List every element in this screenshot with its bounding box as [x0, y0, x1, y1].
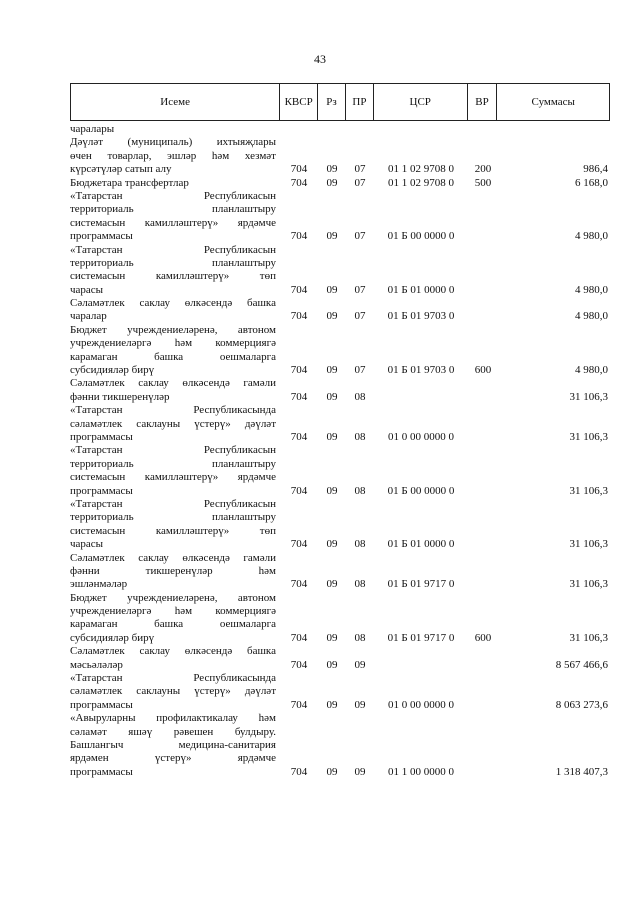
- row-rz: 09: [326, 578, 338, 591]
- table-row: [70, 177, 610, 190]
- header-vr: ВР: [468, 84, 498, 120]
- row-pr: 08: [354, 631, 366, 644]
- row-name-line: «Авыруларны профилактикалау һәм: [70, 712, 276, 725]
- row-name-line: территориаль планлаштыру: [70, 511, 276, 524]
- row-sum: 1 318 407,3: [555, 765, 608, 778]
- row-name-line: Башлангыч медицина-санитария: [70, 738, 276, 751]
- row-name-line: чарасы: [70, 538, 104, 551]
- row-csr: 01 Б 00 0000 0: [387, 230, 455, 243]
- row-rz: 09: [326, 631, 338, 644]
- row-pr: 08: [354, 484, 366, 497]
- row-pr: 07: [354, 230, 366, 243]
- row-name-line: карамаган башка оешмаларга: [70, 618, 276, 631]
- row-name-line: Сәламәтлек саклау өлкәсендә гамәли: [70, 551, 276, 564]
- row-pr: 08: [354, 430, 366, 443]
- row-name: [70, 404, 280, 444]
- row-kvsr: 704: [290, 163, 308, 176]
- row-sum: 31 106,3: [569, 538, 608, 551]
- row-name-line: Сәламәтлек саклау өлкәсендә башка: [70, 645, 276, 658]
- header-name: Исеме: [71, 84, 280, 120]
- row-kvsr: 704: [290, 283, 308, 296]
- header-rz: Рз: [318, 84, 346, 120]
- row-pr: 08: [354, 578, 366, 591]
- row-csr: 01 Б 01 9703 0: [387, 310, 455, 323]
- row-vr: 200: [474, 163, 492, 176]
- row-name-line: программасы: [70, 230, 133, 243]
- row-name-line: системасын камилләштерү» төп: [70, 270, 276, 283]
- row-pr: 07: [354, 163, 366, 176]
- row-kvsr: 704: [290, 538, 308, 551]
- row-name-line: «Татарстан Республикасын: [70, 243, 276, 256]
- row-sum: 31 106,3: [569, 578, 608, 591]
- row-kvsr: 704: [290, 364, 308, 377]
- row-sum: 4 980,0: [575, 310, 608, 323]
- row-name-line: программасы: [70, 431, 133, 443]
- row-name-line: системасын камилләштерү» ярдәмче: [70, 216, 276, 229]
- row-rz: 09: [326, 283, 338, 296]
- row-name: [70, 377, 280, 404]
- row-kvsr: 704: [290, 765, 308, 778]
- row-name-line: «Татарстан Республикасын: [70, 497, 276, 510]
- row-pr: 07: [354, 310, 366, 323]
- row-csr: 01 1 00 0000 0: [388, 765, 454, 778]
- row-name-line: мәсьәләләр: [70, 658, 123, 671]
- row-pr: 09: [354, 698, 366, 711]
- row-csr: 01 0 00 0000 0: [388, 698, 454, 711]
- row-name-line: фәнни тикшеренүләр һәм: [70, 564, 276, 577]
- row-name: [70, 552, 280, 592]
- row-name-line: «Татарстан Республикасын: [70, 444, 276, 457]
- row-name: [70, 592, 280, 646]
- row-rz: 09: [326, 310, 338, 323]
- row-name-line: күрсәтүләр сатып алу: [70, 163, 172, 176]
- row-pr: 08: [354, 538, 366, 551]
- row-name-line: сәламәтлек саклауны үстерү» дәүләт: [70, 685, 276, 698]
- row-name-line: ярдәмен үстерү» ярдәмче: [70, 752, 276, 765]
- row-name: [70, 498, 280, 552]
- row-rz: 09: [326, 765, 338, 778]
- row-name-line: сәламәт яшәү рәвешен булдыру.: [70, 725, 276, 738]
- row-csr: 01 1 02 9708 0: [388, 163, 454, 176]
- row-name-line: «Татарстан Республикасын: [70, 189, 276, 202]
- row-csr: 01 Б 01 0000 0: [387, 538, 455, 551]
- header-pr: ПР: [346, 84, 374, 120]
- header-csr: ЦСР: [374, 84, 468, 120]
- row-name-line: чаралар: [70, 310, 107, 323]
- row-name-line: фәнни тикшеренүләр: [70, 390, 170, 403]
- row-name: [70, 297, 280, 324]
- row-sum: 986,4: [583, 163, 608, 176]
- row-csr: 01 0 00 0000 0: [388, 430, 454, 443]
- table-row: [70, 552, 610, 592]
- row-name-line: территориаль планлаштыру: [70, 256, 276, 269]
- table-row: [70, 324, 610, 378]
- table-row: [70, 404, 610, 444]
- row-name: [70, 123, 280, 136]
- row-csr: 01 Б 00 0000 0: [387, 484, 455, 497]
- row-sum: 4 980,0: [575, 230, 608, 243]
- table-row: [70, 123, 610, 136]
- row-rz: 09: [326, 230, 338, 243]
- row-sum: 4 980,0: [575, 283, 608, 296]
- row-name-line: чарасы: [70, 283, 104, 296]
- row-name: [70, 324, 280, 378]
- row-name-line: чаралары: [70, 123, 115, 135]
- row-name-line: программасы: [70, 698, 133, 711]
- row-name-line: учреждениеләргә һәм коммерциягә: [70, 337, 276, 350]
- table-body: [70, 123, 610, 779]
- row-kvsr: 704: [290, 390, 308, 403]
- row-sum: 31 106,3: [569, 430, 608, 443]
- row-name-line: Сәламәтлек саклау өлкәсендә гамәли: [70, 377, 276, 390]
- row-sum: 6 168,0: [575, 176, 608, 189]
- row-name-line: Бюджет учреждениеләренә, автоном: [70, 591, 276, 604]
- row-name-line: «Татарстан Республикасында: [70, 404, 276, 417]
- row-rz: 09: [326, 698, 338, 711]
- row-name-line: программасы: [70, 484, 133, 497]
- row-sum: 31 106,3: [569, 484, 608, 497]
- row-pr: 09: [354, 658, 366, 671]
- table-header: [70, 83, 610, 121]
- row-name-line: өчен товарлар, эшләр һәм хезмәт: [70, 149, 276, 162]
- row-kvsr: 704: [290, 484, 308, 497]
- row-name-line: Бюджетара трансфертлар: [70, 176, 189, 189]
- row-rz: 09: [326, 430, 338, 443]
- row-name-line: субсидияләр бирү: [70, 631, 155, 644]
- row-rz: 09: [326, 484, 338, 497]
- row-csr: 01 Б 01 9703 0: [387, 364, 455, 377]
- row-csr: 01 Б 01 9717 0: [387, 631, 455, 644]
- row-name: [70, 244, 280, 298]
- row-sum: 31 106,3: [569, 631, 608, 644]
- row-name-line: учреждениеләргә һәм коммерциягә: [70, 605, 276, 618]
- row-name: [70, 190, 280, 244]
- row-name: [70, 672, 280, 712]
- table-row: [70, 377, 610, 404]
- row-name-line: программасы: [70, 765, 133, 778]
- row-name: [70, 136, 280, 176]
- table-row: [70, 592, 610, 646]
- row-sum: 31 106,3: [569, 390, 608, 403]
- row-kvsr: 704: [290, 176, 308, 189]
- row-name-line: Дәүләт (муниципаль) ихтыяҗлары: [70, 136, 276, 149]
- row-sum: 4 980,0: [575, 364, 608, 377]
- row-pr: 07: [354, 283, 366, 296]
- row-pr: 07: [354, 364, 366, 377]
- row-name-line: эшләнмәләр: [70, 578, 128, 591]
- table-row: [70, 297, 610, 324]
- row-pr: 09: [354, 765, 366, 778]
- row-name-line: территориаль планлаштыру: [70, 203, 276, 216]
- row-vr: 600: [474, 364, 492, 377]
- table-row: [70, 444, 610, 498]
- row-name: [70, 645, 280, 672]
- header-kvsr: КВСР: [280, 84, 318, 120]
- row-kvsr: 704: [290, 631, 308, 644]
- row-rz: 09: [326, 163, 338, 176]
- row-rz: 09: [326, 364, 338, 377]
- row-name-line: сәламәтлек саклауны үстерү» дәүләт: [70, 417, 276, 430]
- row-kvsr: 704: [290, 230, 308, 243]
- row-kvsr: 704: [290, 430, 308, 443]
- row-rz: 09: [326, 390, 338, 403]
- row-csr: 01 Б 01 0000 0: [387, 283, 455, 296]
- row-name-line: территориаль планлаштыру: [70, 457, 276, 470]
- row-csr: 01 Б 01 9717 0: [387, 578, 455, 591]
- table-row: [70, 136, 610, 176]
- table-row: [70, 190, 610, 244]
- table-row: [70, 645, 610, 672]
- row-name-line: системасын камилләштерү» төп: [70, 524, 276, 537]
- row-kvsr: 704: [290, 310, 308, 323]
- row-name-line: субсидияләр бирү: [70, 364, 155, 377]
- row-vr: 600: [474, 631, 492, 644]
- row-name-line: системасын камилләштерү» ярдәмче: [70, 471, 276, 484]
- row-vr: 500: [474, 176, 492, 189]
- row-kvsr: 704: [290, 698, 308, 711]
- row-sum: 8 063 273,6: [555, 698, 608, 711]
- row-rz: 09: [326, 658, 338, 671]
- row-name-line: «Татарстан Республикасында: [70, 672, 276, 685]
- table-row: [70, 244, 610, 298]
- row-name: [70, 177, 280, 190]
- page-number: 43: [314, 52, 326, 66]
- row-name-line: карамаган башка оешмаларга: [70, 350, 276, 363]
- row-kvsr: 704: [290, 658, 308, 671]
- row-csr: 01 1 02 9708 0: [388, 176, 454, 189]
- table-row: [70, 498, 610, 552]
- table-row: [70, 712, 610, 779]
- row-kvsr: 704: [290, 578, 308, 591]
- row-pr: 07: [354, 176, 366, 189]
- header-sum: Суммасы: [531, 96, 575, 108]
- row-name: [70, 444, 280, 498]
- row-name: [70, 712, 280, 779]
- row-name-line: Бюджет учреждениеләренә, автоном: [70, 323, 276, 336]
- row-name-line: Сәламәтлек саклау өлкәсендә башка: [70, 297, 276, 310]
- row-pr: 08: [354, 390, 366, 403]
- row-sum: 8 567 466,6: [555, 658, 608, 671]
- row-rz: 09: [326, 538, 338, 551]
- table-row: [70, 672, 610, 712]
- row-rz: 09: [326, 176, 338, 189]
